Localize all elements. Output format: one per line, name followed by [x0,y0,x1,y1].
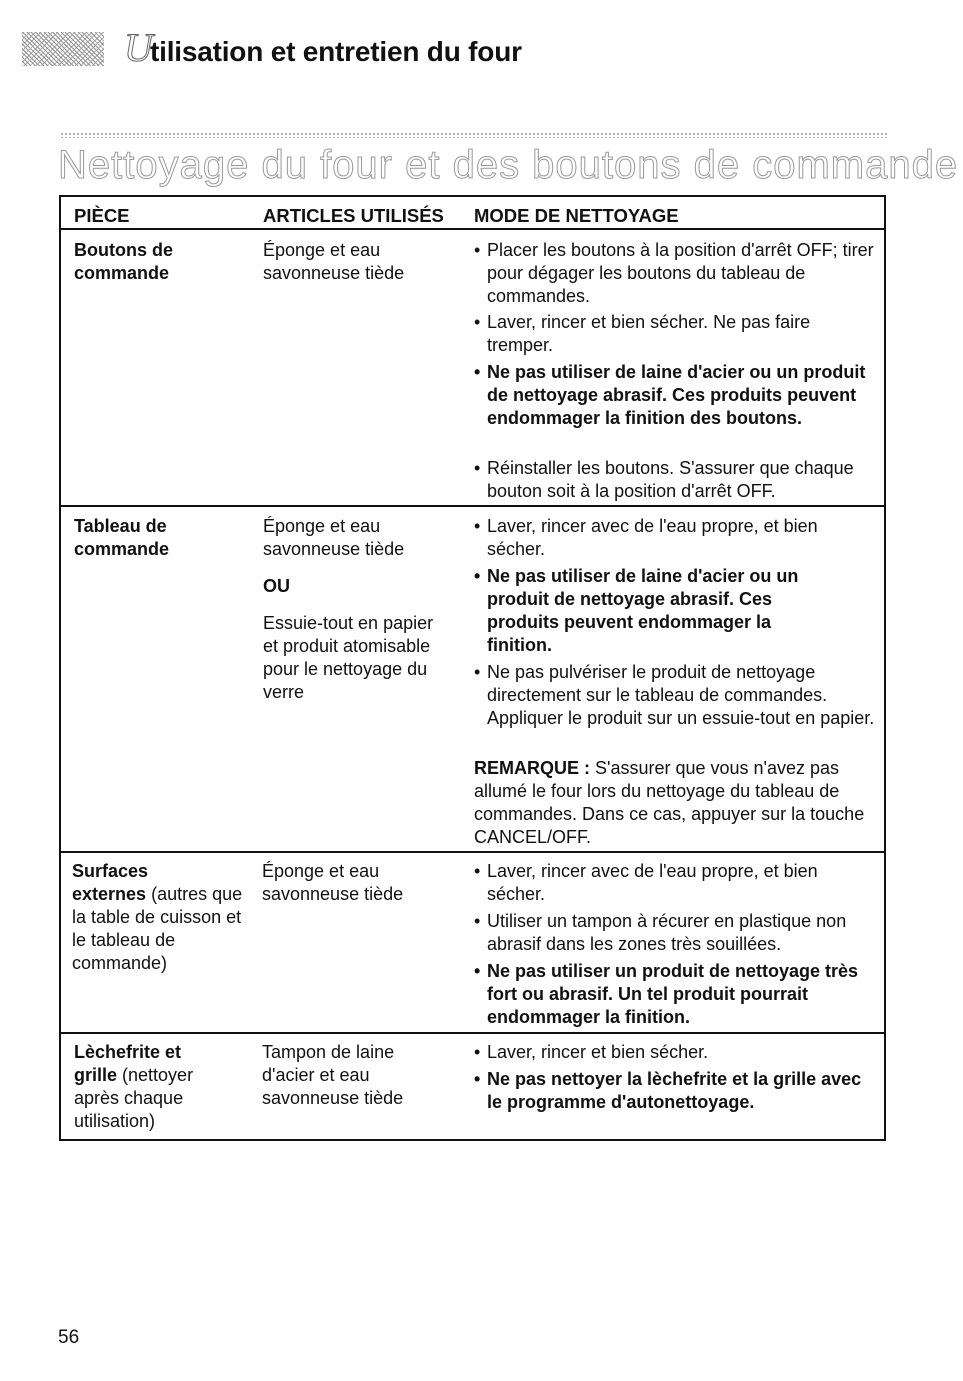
list-item: • Laver, rincer avec de l'eau propre, et bien sécher. [474,516,818,559]
dotted-divider [60,132,888,138]
note-paragraph [474,757,882,849]
note-label: REMARQUE : [474,758,590,778]
header-pattern-decoration [22,32,104,66]
row-articles-boutons: Éponge et eau savonneuse tiède [263,240,405,283]
list-item-warning: • Ne pas utiliser de laine d'acier ou un produit de nettoyage abrasif. Ces produits peuvent endommager la finition. [474,566,799,655]
page-number: 56 [58,1327,80,1348]
header-row-divider [59,228,886,230]
list-item: • Laver, rincer et bien sécher. [474,1042,709,1062]
row-piece-tableau: Tableau de commande [74,516,170,559]
column-header-articles: ARTICLES UTILISÉS [263,205,444,226]
column-header-mode: MODE DE NETTOYAGE [474,205,679,226]
header-title: tilisation et entretien du four [150,36,522,67]
list-item: • Placer les boutons à la position d'arrêt OFF; tirer pour dégager les boutons du tableau de commandes. [474,240,874,306]
list-item: • Ne pas pulvériser le produit de nettoyage directement sur le tableau de commandes. Appliquer le produit sur un essuie-tout en papier. [474,662,875,728]
section-title: Nettoyage du four et des boutons de commande [58,143,959,187]
row-piece-lechefrite: Lèchefrite et grille (nettoyer après chaque utilisation) [74,1042,194,1131]
list-item: • Réinstaller les boutons. S'assurer que chaque bouton soit à la position d'arrêt OFF. [474,458,854,501]
list-item-warning: • Ne pas utiliser un produit de nettoyage très fort ou abrasif. Un tel produit pourrait endommager la finition. [474,961,859,1027]
list-item: • Laver, rincer avec de l'eau propre, et bien sécher. [474,861,818,904]
row-piece-surfaces: Surfaces externes (autres que la table de cuisson et le tableau de commande) [72,861,243,973]
list-item: • Laver, rincer et bien sécher. Ne pas faire tremper. [474,312,811,355]
row-divider [59,505,886,507]
header-initial-letter: U [124,25,153,70]
list-item: • Utiliser un tampon à récurer en plastique non abrasif dans les zones très souillées. [474,911,847,954]
or-label: OU [263,576,290,596]
note-text: S'assurer que vous n'avez pas allumé le four lors du nettoyage du tableau de commandes. Dans ce cas, appuyer sur la touche CANCEL/OFF. [474,758,865,847]
list-item-warning: • Ne pas utiliser de laine d'acier ou un produit de nettoyage abrasif. Ces produits peuvent endommager la finition des boutons. [474,362,866,428]
list-item-warning: • Ne pas nettoyer la lèchefrite et la grille avec le programme d'autonettoyage. [474,1069,862,1112]
column-header-piece: PIÈCE [74,205,130,226]
row-articles-surfaces: Éponge et eau savonneuse tiède [262,861,404,904]
row-articles-tableau: Éponge et eau savonneuse tiède OU Essuie-tout en papier et produit atomisable pour le nettoyage du verre [263,515,468,704]
row-divider [59,1032,886,1034]
page-header [18,25,618,78]
row-piece-boutons: Boutons de commande [74,240,173,283]
row-articles-lechefrite: Tampon de laine d'acier et eau savonneuse tiède [262,1042,404,1108]
row-divider [59,851,886,853]
